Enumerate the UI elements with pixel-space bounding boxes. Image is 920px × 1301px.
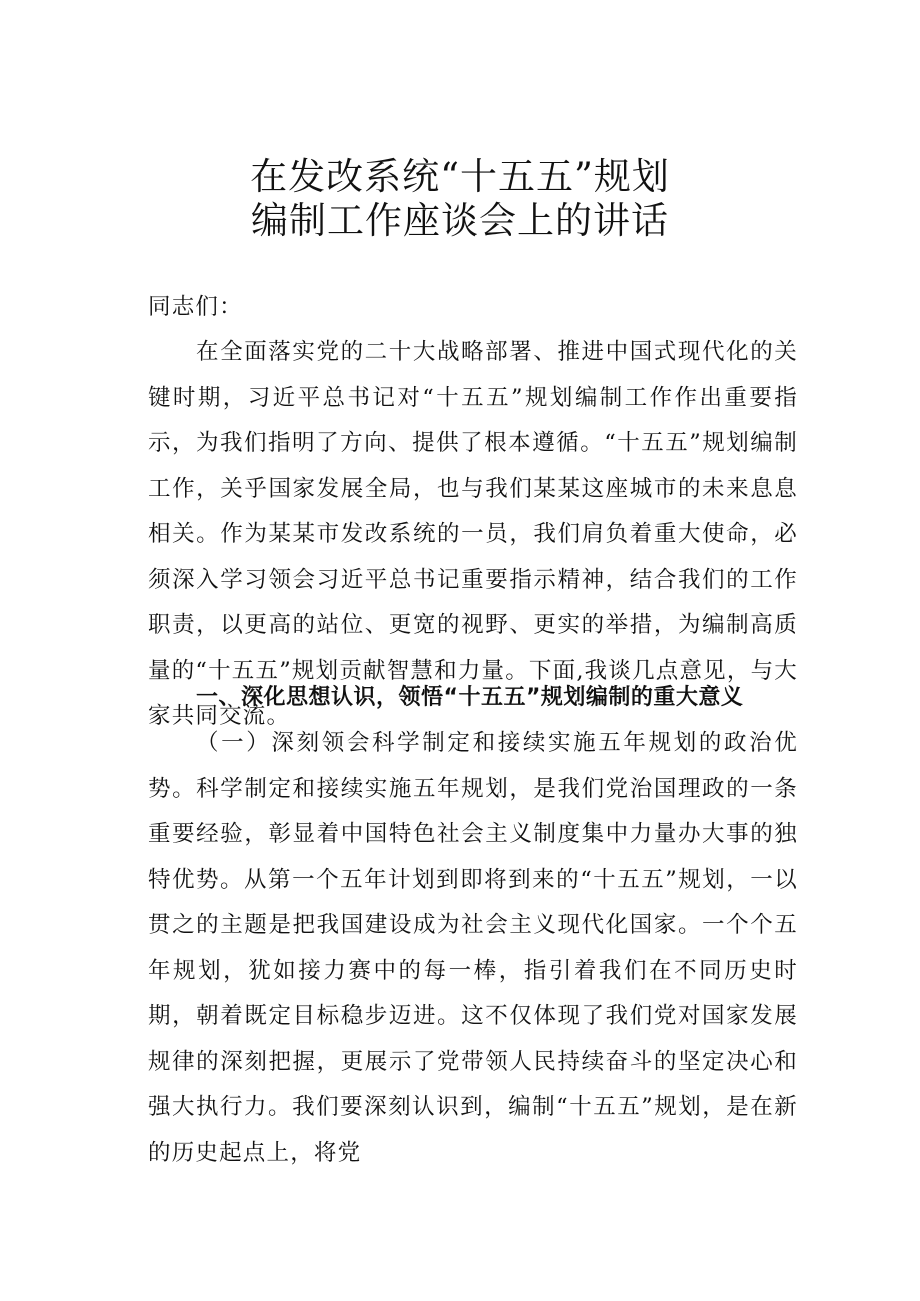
document-title-line-2: 编制工作座谈会上的讲话 xyxy=(251,199,669,242)
paragraph-intro: 在全面落实党的二十大战略部署、推进中国式现代化的关键时期，习近平总书记对“十五五”规划编制工作作出重要指示，为我们指明了方向、提供了根本遵循。“十五五”规划编制工作，关乎国家发展全局，也与我们某某这座城市的未来息息相关。作为某某市发改系统的一员，我们肩负着重大使命，必须深入学习领会习近平总书记重要指示精神，结合我们的工作职责，以更高的站位、更宽的视野、更实的举措，为编制高质量的“十五五”规划贡献智慧和力量。下面,我谈几点意见，与大家共同交流。 xyxy=(148,339,798,729)
salutation: 同志们： xyxy=(148,294,243,320)
document-title-line-1: 在发改系统“十五五”规划 xyxy=(250,155,670,198)
paragraph-section-1-1: （一）深刻领会科学制定和接续实施五年规划的政治优势。科学制定和接续实施五年规划，是我们党治国理政的一条重要经验，彰显着中国特色社会主义制度集中力量办大事的独特优势。从第一个五年计划到即将到来的“十五五”规划，一以贯之的主题是把我国建设成为社会主义现代化国家。一个个五年规划，犹如接力赛中的每一棒，指引着我们在不同历史时期，朝着既定目标稳步迈进。这不仅体现了我们党对国家发展规律的深刻把握，更展示了党带领人民持续奋斗的坚定决心和强大执行力。我们要深刻认识到，编制“十五五”规划，是在新的历史起点上，将党 xyxy=(148,730,798,1166)
section-heading-1: 一、深化思想认识，领悟“十五五”规划编制的重大意义 xyxy=(196,685,744,710)
